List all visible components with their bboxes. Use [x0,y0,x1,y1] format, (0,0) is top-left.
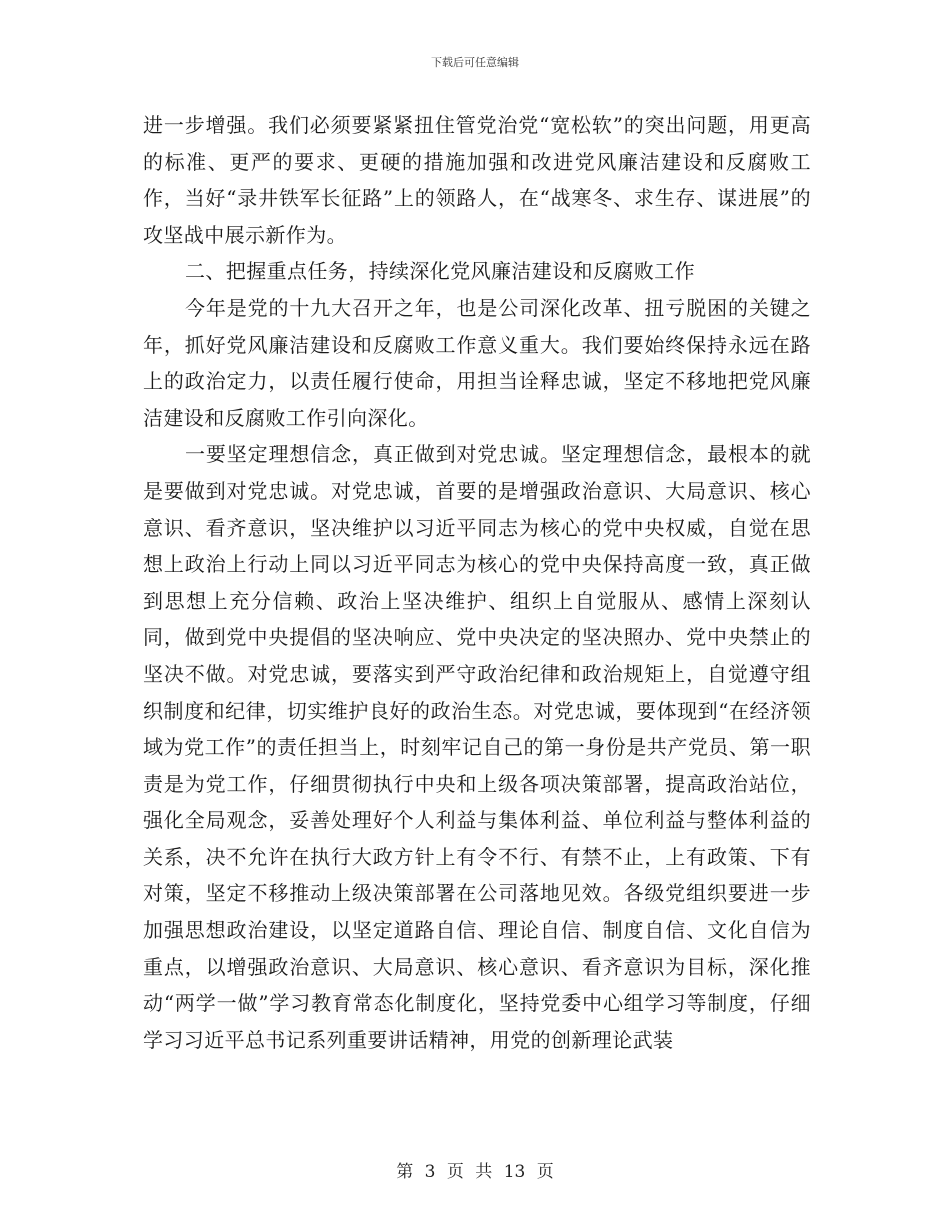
paragraph-loyalty: 一要坚定理想信念，真正做到对党忠诚。坚定理想信念，最根本的就是要做到对党忠诚。对党忠诚，首要的是增强政治意识、大局意识、核心意识、看齐意识，坚决维护以习近平同志为核心的党中央权威，自觉在思想上政治上行动上同以习近平同志为核心的党中央保持高度一致，真正做到思想上充分信赖、政治上坚决维护、组织上自觉服从、感情上深刻认同，做到党中央提倡的坚决响应、党中央决定的坚决照办、党中央禁止的坚决不做。对党忠诚，要落实到严守政治纪律和政治规矩上，自觉遵守组织制度和纪律，切实维护良好的政治生态。对党忠诚，要体现到“在经济领域为党工作”的责任担当上，时刻牢记自己的第一身份是共产党员、第一职责是为党工作，仔细贯彻执行中央和上级各项决策部署，提高政治站位，强化全局观念，妥善处理好个人利益与集体利益、单位利益与整体利益的关系，决不允许在执行大政方针上有令不行、有禁不止，上有政策、下有对策，坚定不移推动上级决策部署在公司落地见效。各级党组织要进一步加强思想政治建设，以坚定道路自信、理论自信、制度自信、文化自信为重点，以增强政治意识、大局意识、核心意识、看齐意识为目标，深化推动“两学一做”学习教育常态化制度化，坚持党委中心组学习等制度，仔细学习习近平总书记系列重要讲话精神，用党的创新理论武装 [143,442,811,1052]
page-header: 下载后可任意编辑 [431,56,519,69]
page-number: 第 3 页 共 13 页 [396,1162,554,1182]
paragraph-intro: 今年是党的十九大召开之年，也是公司深化改革、扭亏脱困的关键之年，抓好党风廉洁建设和反腐败工作意义重大。我们要始终保持永远在路上的政治定力，以责任履行使命，用担当诠释忠诚，坚定不移地把党风廉洁建设和反腐败工作引向深化。 [143,295,811,430]
document-body [143,107,811,1058]
paragraph-continuation: 进一步增强。我们必须要紧紧扭住管党治党“宽松软”的突出问题，用更高的标准、更严的要求、更硬的措施加强和改进党风廉洁建设和反腐败工作，当好“录井铁军长征路”上的领路人，在“战寒冬、求生存、谋进展”的攻坚战中展示新作为。 [143,113,811,247]
section-heading: 二、把握重点任务，持续深化党风廉洁建设和反腐败工作 [185,259,695,284]
